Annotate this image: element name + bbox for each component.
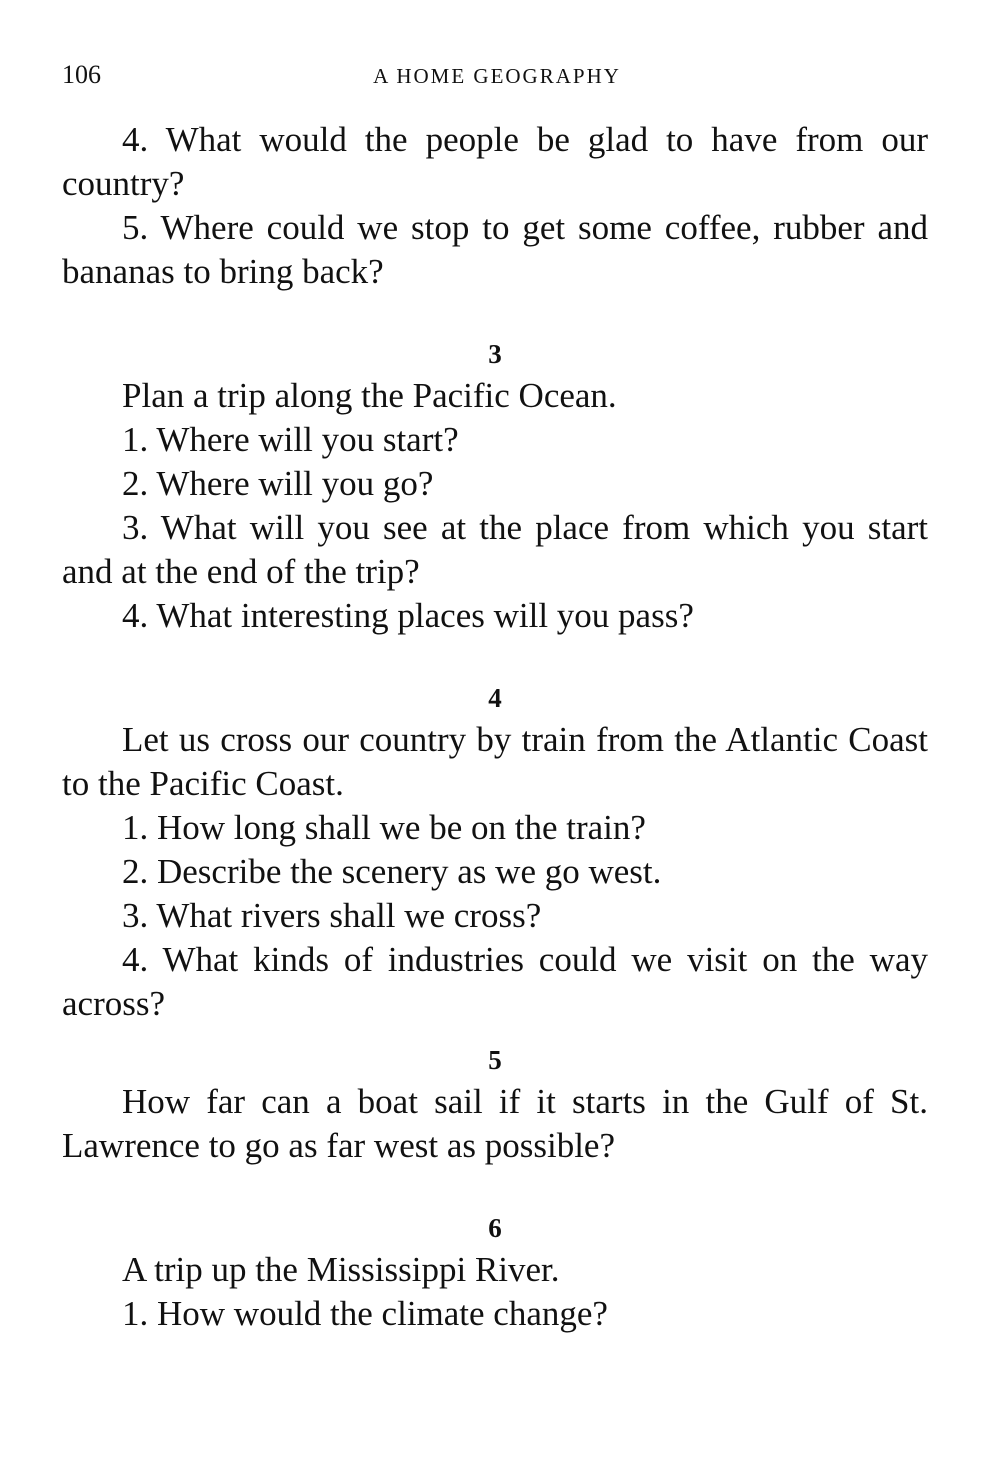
question-paragraph: 1. How long shall we be on the train? (122, 808, 646, 847)
section-number: 4 (488, 683, 502, 713)
section-intro: Plan a trip along the Pacific Ocean. (122, 376, 617, 415)
question-paragraph: 1. Where will you start? (122, 420, 459, 459)
page-body (62, 118, 928, 1336)
section-intro: How far can a boat sail if it starts in the Gulf of St. Lawrence to go as far west as possible? (62, 1082, 928, 1165)
section-intro: A trip up the Mississippi River. (122, 1250, 560, 1289)
question-paragraph: 5. Where could we stop to get some coffee, rubber and bananas to bring back? (62, 208, 928, 291)
page-number: 106 (62, 60, 101, 89)
section-number: 5 (488, 1045, 502, 1075)
question-paragraph: 2. Where will you go? (122, 464, 434, 503)
question-paragraph: 4. What would the people be glad to have from our country? (62, 120, 928, 203)
section-number: 6 (488, 1213, 502, 1243)
question-paragraph: 2. Describe the scenery as we go west. (122, 852, 662, 891)
section-intro: Let us cross our country by train from the Atlantic Coast to the Pacific Coast. (62, 720, 928, 803)
question-paragraph: 4. What kinds of industries could we visit on the way across? (62, 940, 928, 1023)
question-paragraph: 3. What will you see at the place from which you start and at the end of the trip? (62, 508, 928, 591)
page-header (62, 60, 932, 100)
question-paragraph: 4. What interesting places will you pass? (122, 596, 694, 635)
question-paragraph: 3. What rivers shall we cross? (122, 896, 542, 935)
question-paragraph: 1. How would the climate change? (122, 1294, 608, 1333)
running-title: A HOME GEOGRAPHY (373, 64, 621, 88)
section-number: 3 (488, 339, 502, 369)
